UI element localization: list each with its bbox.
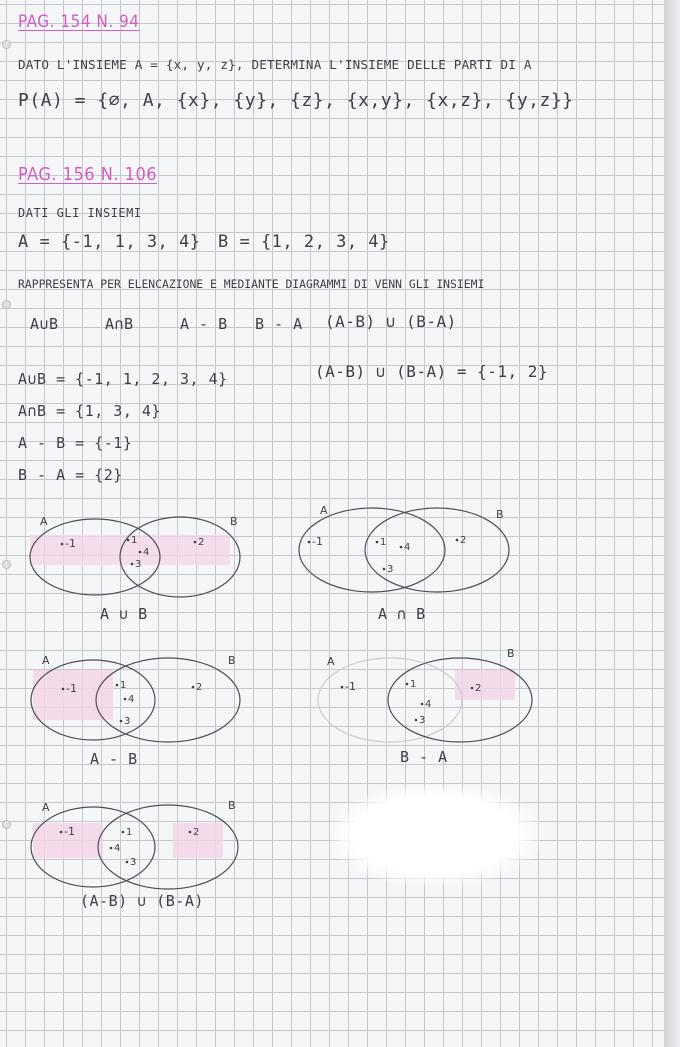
element-3: 3 (124, 716, 131, 727)
element-dot (131, 563, 134, 566)
element-neg1: -1 (345, 680, 356, 693)
venn-symmetric-difference-caption: (A-B) ∪ (B-A) (80, 892, 204, 910)
element-dot (192, 686, 195, 689)
element-dot (308, 541, 311, 544)
element-dot (61, 543, 64, 546)
element-4: 4 (425, 699, 432, 710)
element-1: 1 (131, 535, 138, 546)
exercise-94-statement: DATO L'INSIEME A = {x, y, z}, DETERMINA L'INSIEME DELLE PARTI DI A (18, 57, 532, 72)
element-dot (126, 861, 129, 864)
operation-b-minus-a: B - A (255, 315, 303, 333)
element-dot (341, 686, 344, 689)
operation-a-minus-b: A - B (180, 315, 228, 333)
element-3: 3 (130, 857, 137, 868)
element-dot (415, 719, 418, 722)
element-1: 1 (380, 537, 387, 548)
element-2: 2 (460, 535, 467, 546)
result-a-minus-b: A - B = {-1} (18, 434, 133, 452)
element-1: 1 (410, 679, 417, 690)
element-dot (116, 684, 119, 687)
power-set-result: P(A) = {∅, A, {x}, {y}, {z}, {x,y}, {x,z}, {y,z}} (18, 90, 574, 111)
element-1: 1 (126, 827, 133, 838)
venn-b-minus-a-caption: B - A (400, 748, 448, 766)
instruction-text: RAPPRESENTA PER ELENCAZIONE E MEDIANTE DIAGRAMMI DI VENN GLI INSIEMI (18, 277, 485, 291)
element-dot (406, 683, 409, 686)
set-b-label: B (228, 654, 236, 667)
set-b-circle (365, 508, 509, 592)
element-dot (122, 831, 125, 834)
set-a-circle (299, 508, 445, 592)
element-3: 3 (419, 715, 426, 726)
set-a-definition: A = {-1, 1, 3, 4} (18, 232, 201, 252)
given-sets-label: DATI GLI INSIEMI (18, 206, 142, 220)
venn-symmetric-difference (28, 795, 253, 895)
margin-hole (2, 560, 11, 569)
element-2: 2 (198, 537, 205, 548)
element-dot (383, 568, 386, 571)
operation-union: A∪B (30, 315, 59, 333)
exercise-94-heading: PAG. 154 N. 94 (18, 12, 140, 32)
set-a-label: A (327, 655, 335, 668)
element-neg1: -1 (312, 535, 323, 548)
element-dot (139, 551, 142, 554)
element-neg1: -1 (65, 537, 76, 550)
set-a-label: A (42, 654, 50, 667)
element-dot (421, 703, 424, 706)
element-neg1: -1 (66, 682, 77, 695)
set-a-circle (318, 658, 462, 742)
venn-union (25, 505, 255, 605)
set-b-circle (96, 658, 240, 742)
set-a-label: A (42, 801, 50, 814)
venn-b-minus-a (315, 645, 555, 745)
venn-a-minus-b (28, 650, 253, 750)
element-3: 3 (387, 564, 394, 575)
venn-intersection-caption: A ∩ B (378, 605, 426, 623)
corrected-area (330, 785, 540, 885)
element-dot (62, 688, 65, 691)
element-dot (376, 541, 379, 544)
set-b-label: B (230, 515, 238, 528)
element-dot (120, 720, 123, 723)
element-2: 2 (196, 682, 203, 693)
set-a-label: A (320, 504, 328, 517)
operation-intersection: A∩B (105, 315, 134, 333)
set-b-label: B (496, 508, 504, 521)
element-dot (124, 698, 127, 701)
element-1: 1 (120, 680, 127, 691)
element-2: 2 (193, 827, 200, 838)
element-dot (110, 847, 113, 850)
element-dot (456, 539, 459, 542)
page-edge (664, 0, 680, 1047)
element-4: 4 (404, 542, 411, 553)
element-dot (471, 687, 474, 690)
element-neg1: -1 (64, 825, 75, 838)
result-symmetric-difference: (A-B) ∪ (B-A) = {-1, 2} (315, 362, 549, 381)
exercise-106-heading: PAG. 156 N. 106 (18, 164, 158, 185)
result-intersection: A∩B = {1, 3, 4} (18, 402, 161, 420)
element-dot (194, 541, 197, 544)
result-union: A∪B = {-1, 1, 2, 3, 4} (18, 370, 228, 388)
element-4: 4 (128, 694, 135, 705)
element-dot (189, 831, 192, 834)
set-b-label: B (507, 647, 515, 660)
margin-hole (2, 300, 11, 309)
operation-symmetric-difference: (A-B) ∪ (B-A) (325, 312, 457, 331)
set-a-label: A (40, 515, 48, 528)
set-b-label: B (228, 799, 236, 812)
element-2: 2 (475, 683, 482, 694)
element-dot (127, 539, 130, 542)
margin-hole (2, 820, 11, 829)
element-dot (60, 831, 63, 834)
element-4: 4 (143, 547, 150, 558)
element-4: 4 (114, 843, 121, 854)
venn-union-caption: A ∪ B (100, 605, 148, 623)
element-3: 3 (135, 559, 142, 570)
margin-hole (2, 40, 11, 49)
set-b-definition: B = {1, 2, 3, 4} (218, 232, 390, 252)
result-b-minus-a: B - A = {2} (18, 466, 123, 484)
venn-intersection (292, 500, 532, 595)
element-dot (400, 546, 403, 549)
venn-a-minus-b-caption: A - B (90, 750, 138, 768)
